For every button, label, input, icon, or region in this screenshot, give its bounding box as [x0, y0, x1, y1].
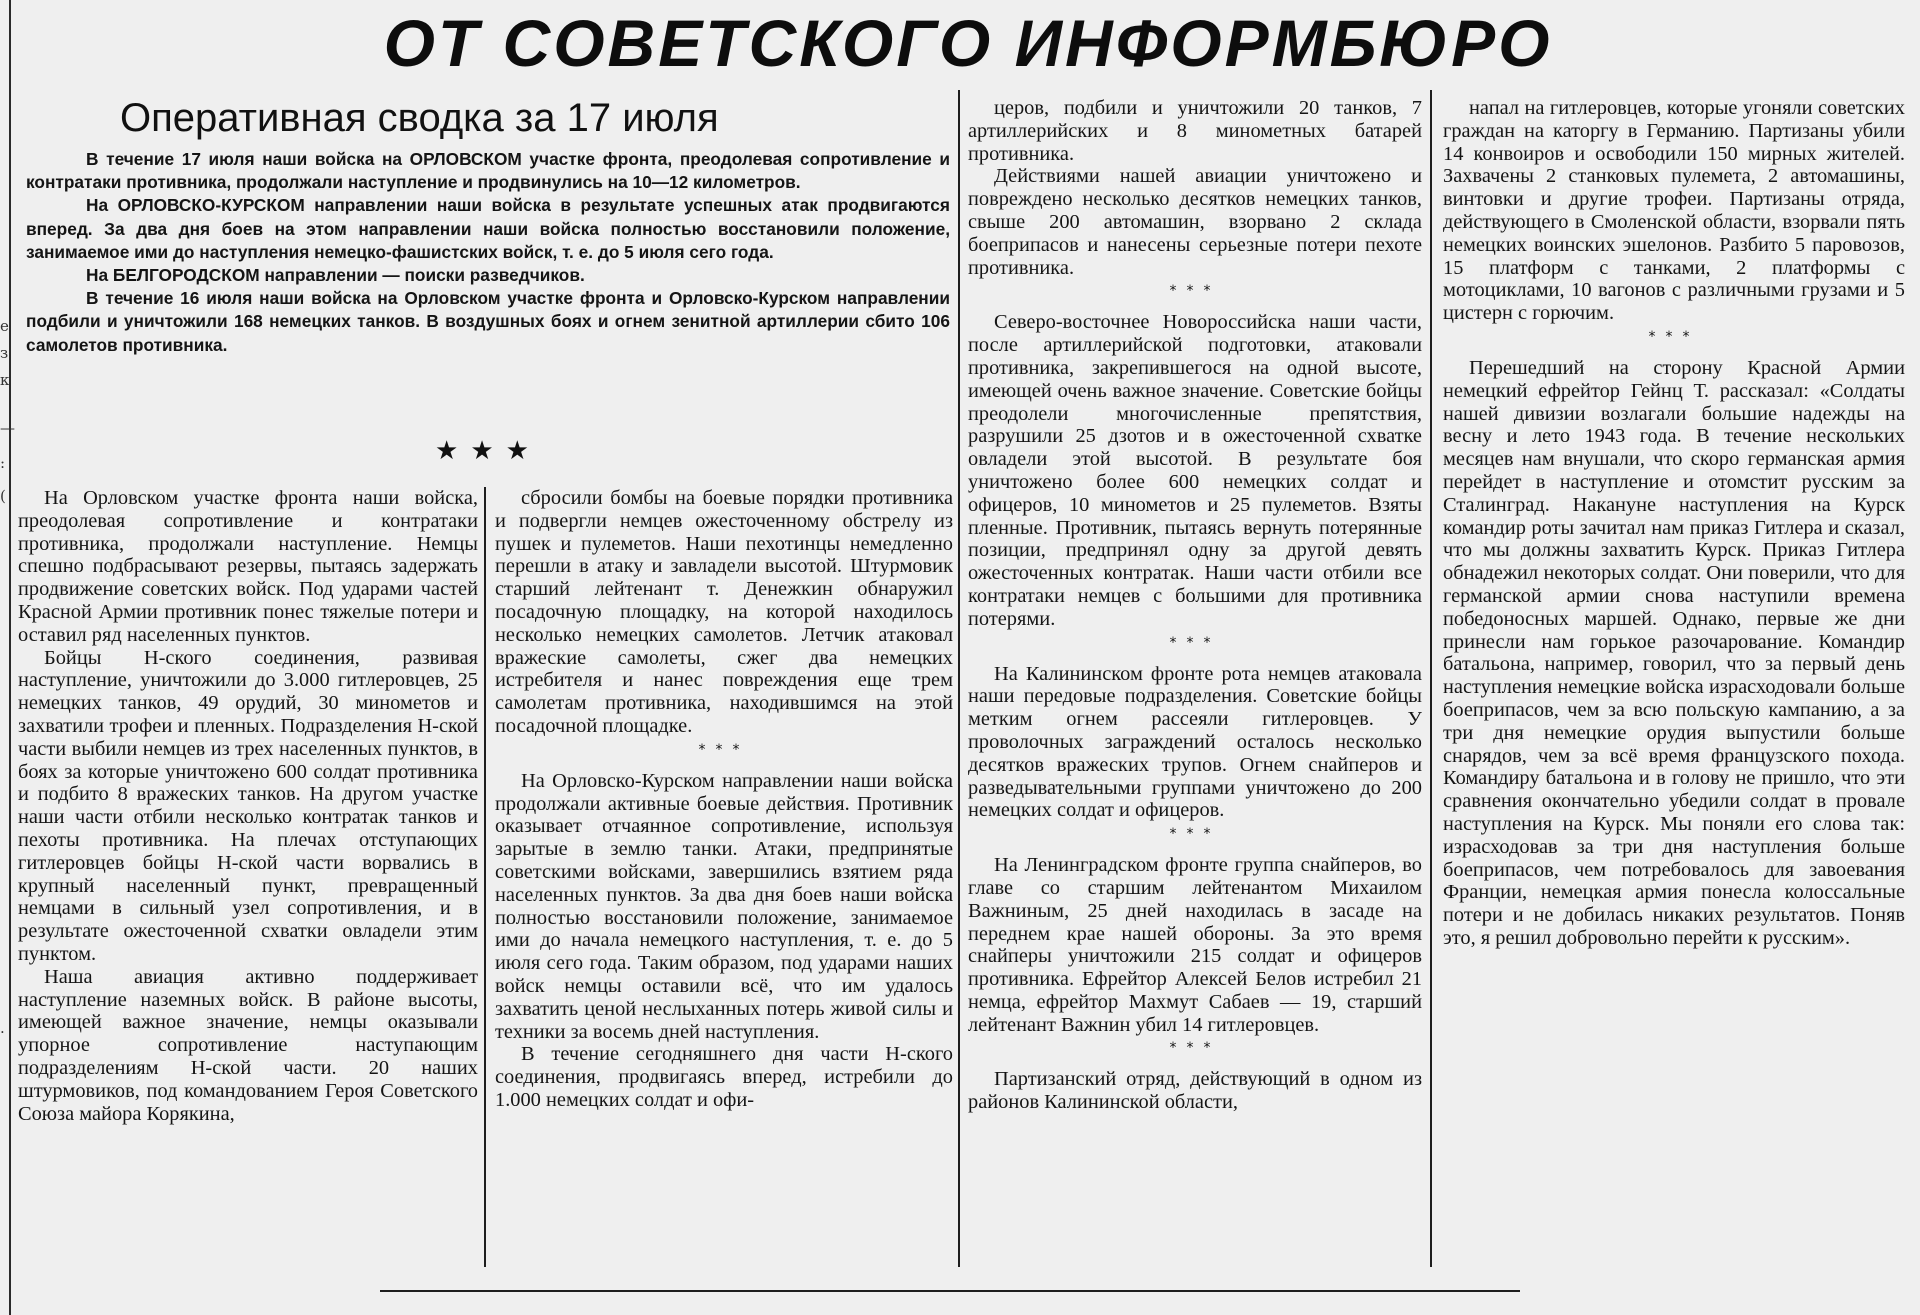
- margin-fragment: (: [0, 487, 6, 505]
- left-margin-residue: [0, 0, 14, 1315]
- summary-separator: ★★★: [435, 436, 541, 466]
- margin-fragment: к: [0, 371, 10, 389]
- margin-fragment: е: [0, 317, 9, 335]
- bottom-rule: [380, 1290, 1520, 1292]
- article-paragraph: Перешедший на сторону Красной Армии немецкий ефрейтор Гейнц Т. рассказал: «Солдаты нашей дивизии возлагали большие надежды на весну и лето 1943 года. В течение нескольких месяцев нам внушали, что скоро германская армия перейдет в наступление и отомстит русским за Сталинград. Накануне наступления на Курск командир роты зачитал нам приказ Гитлера и сказал, что мы должны захватить Курск. Приказ Гитлера обнадежил некоторых солдат. Они поверили, что для германской армии снова наступили времена победоносных маршей. Однако, первые же дни принесли нам горькое разочарование. Командир батальона, например, говорил, что за первый день наступления немецкие войска израсходовали больше боеприпасов, чем за всю польскую кампанию, а за три дня немецкие орудия выпустили больше снарядов, чем за всё время французского похода. Командиру батальона и в голову не пришло, что эти сравнения окончательно убедили солдат в провале наступления на Курск. Мы поняли его слова так: израсходовав за три дня наступления больше боеприпасов, чем потребовалось для завоевания Франции, немецкая армия понесла колоссальные потери и не добилась никаких результатов. Поняв это, я решил добровольно перейти к русским».: [1443, 356, 1905, 949]
- left-margin-rule: [9, 0, 11, 1315]
- summary-paragraph: В течение 17 июля наши войска на ОРЛОВСКОМ участке фронта, преодолевая сопротивление и контратаки противника, продолжали наступление и продвинулись на 10—12 километров.: [26, 149, 950, 193]
- article-column-4: [1443, 97, 1905, 950]
- column-rule: [958, 90, 960, 1267]
- section-separator: ***: [698, 741, 750, 758]
- article-paragraph: На Калининском фронте рота немцев атаковала наши передовые подразделения. Советские бойцы метким огнем рассеяли гитлеровцев. У проволочных заграждений осталось несколько десятков вражеских трупов. Огнем снайперов и разведывательными группами уничтожено до 200 немецких солдат и офицеров.: [968, 662, 1422, 822]
- summary-title: Оперативная сводка за 17 июля: [120, 96, 719, 140]
- section-separator: ***: [1169, 634, 1221, 651]
- section-separator: ***: [1169, 1040, 1221, 1057]
- article-paragraph: сбросили бомбы на боевые порядки противника и подвергли немцев ожесточенному обстрелу из пушек и пулеметов. Наши пехотинцы немедленно перешли в атаку и завладели высотой. Штурмовик старший лейтенант т. Денежкин обнаружил посадочную площадку, на которой находилось несколько немецких самолетов. Летчик атаковал вражеские самолеты, сжег два немецких истребителя и нанес повреждения еще трем самолетам противника, находившимся на этой посадочной площадке.: [495, 487, 953, 737]
- article-paragraph: В течение сегодняшнего дня части Н-ского соединения, продвигаясь вперед, истребили до 1.000 немецких солдат и офи-: [495, 1043, 953, 1111]
- article-paragraph: На Орловском участке фронта наши войска, преодолевая сопротивление и контратаки противника, продолжали наступление. Немцы спешно подбрасывают резервы, пытаясь задержать продвижение советских войск. Под ударами частей Красной Армии противник понес тяжелые потери и оставил ряд населенных пунктов.: [18, 487, 478, 646]
- article-column-2: [495, 487, 953, 1112]
- margin-fragment: :: [0, 454, 6, 472]
- column-rule: [1430, 90, 1432, 1267]
- article-paragraph: Действиями нашей авиации уничтожено и повреждено несколько десятков немецких танков, свыше 200 автомашин, взорвано 2 склада боеприпасов и нанесены серьезные потери пехоте противника.: [968, 165, 1422, 279]
- summary-paragraph: На ОРЛОВСКО-КУРСКОМ направлении наши войска в результате успешных атак продвигаются вперед. За два дня боев на этом направлении наши войска полностью восстановили положение, занимаемое ими до наступления немецко-фашистских войск, т. е. до 5 июля сего года.: [26, 195, 950, 262]
- article-paragraph: напал на гитлеровцев, которые угоняли советских граждан на каторгу в Германию. Партизаны убили 14 конвоиров и освободили 150 мирных жителей. Захвачены 2 станковых пулемета, 2 автомашины, винтовки и другие трофеи. Партизаны отряда, действующего в Смоленской области, взорвали пять немецких воинских эшелонов. Разбито 5 паровозов, 15 платформ с танками, 2 платформы с мотоциклами, 10 вагонов с различными грузами и 5 цистерн с горючим.: [1443, 97, 1905, 325]
- section-separator: ***: [1169, 826, 1221, 843]
- margin-fragment: .: [0, 1019, 5, 1037]
- masthead: ОТ СОВЕТСКОГО ИНФОРМБЮРО: [383, 6, 1553, 80]
- article-paragraph: На Ленинградском фронте группа снайперов, во главе со старшим лейтенантом Михаилом Важниным, 25 дней находилась в засаде на переднем крае нашей обороны. За это время снайперы уничтожили 215 солдат и офицеров противника. Ефрейтор Алексей Белов истребил 21 немца, ефрейтор Махмут Сабаев — 19, старший лейтенант Важнин убил 14 гитлеровцев.: [968, 854, 1422, 1036]
- summary-paragraph: В течение 16 июля наши войска на Орловском участке фронта и Орловско-Курском направлении подбили и уничтожили 168 немецких танков. В воздушных боях и огнем зенитной артиллерии сбито 106 самолетов противника.: [26, 288, 950, 355]
- section-separator: ***: [1648, 328, 1700, 345]
- summary-paragraph: На БЕЛГОРОДСКОМ направлении — поиски разведчиков.: [86, 265, 585, 286]
- column-rule: [484, 487, 486, 1267]
- margin-fragment: —: [0, 419, 15, 437]
- article-paragraph: Бойцы Н-ского соединения, развивая наступление, уничтожили до 3.000 гитлеровцев, 25 немецких танков, 49 орудий, 30 минометов и захватили трофеи и пленных. Подразделения Н-ской части выбили немцев из трех населенных пунктов, в боях за которые уничтожено 600 солдат противника и подбито 8 вражеских танков. На другом участке наши части отбили несколько контратак танков и пехоты противника. На плечах отступающих гитлеровцев бойцы Н-ской части ворвались в крупный населенный пункт, превращенный немцами в сильный узел сопротивления, и в результате ожесточенной схватки овладели этим пунктом.: [18, 646, 478, 965]
- article-paragraph: Северо-восточнее Новороссийска наши части, после артиллерийской подготовки, атаковали противника, закрепившегося на одной высоте, имеющей очень важное значение. Советские бойцы преодолели многочисленные препятствия, разрушили 25 дзотов и в ожесточенной схватке овладели этой высотой. В результате боя уничтожено более 600 немецких солдат и офицеров, 10 минометов и 25 пулеметов. Взяты пленные. Противник, пытаясь вернуть потерянные позиции, предпринял одну за другой девять ожесточенных контратак. Наши части отбили все контратаки немцев с большими для противника потерями.: [968, 311, 1422, 630]
- article-paragraph: Наша авиация активно поддерживает наступление наземных войск. В районе высоты, имеющей важное значение, немцы оказывали упорное сопротивление наступающим подразделениям Н-ской части. 20 наших штурмовиков, под командованием Героя Советского Союза майора Корякина,: [18, 965, 478, 1125]
- article-paragraph: церов, подбили и уничтожили 20 танков, 7 артиллерийских и 8 минометных батарей противника.: [968, 97, 1422, 165]
- article-paragraph: Партизанский отряд, действующий в одном из районов Калининской области,: [968, 1068, 1422, 1114]
- article-column-3: [968, 97, 1422, 1114]
- summary-body: [26, 148, 950, 357]
- article-paragraph: На Орловско-Курском направлении наши войска продолжали активные боевые действия. Противник оказывает отчаянное сопротивление, используя зарытые в землю танки. Атаки, предпринятые советскими войсками, завершились взятием ряда населенных пунктов. За два дня боев наши войска полностью восстановили положение, занимаемое ими до начала немецкого наступления, т. е. до 5 июля сего года. Таким образом, под ударами наших войск немцы оставили всё, что им удалось захватить ценой неслыханных потерь живой силы и техники за восемь дней наступления.: [495, 769, 953, 1043]
- section-separator: ***: [1169, 283, 1221, 300]
- article-column-1: [18, 487, 478, 1125]
- margin-fragment: з: [0, 344, 9, 362]
